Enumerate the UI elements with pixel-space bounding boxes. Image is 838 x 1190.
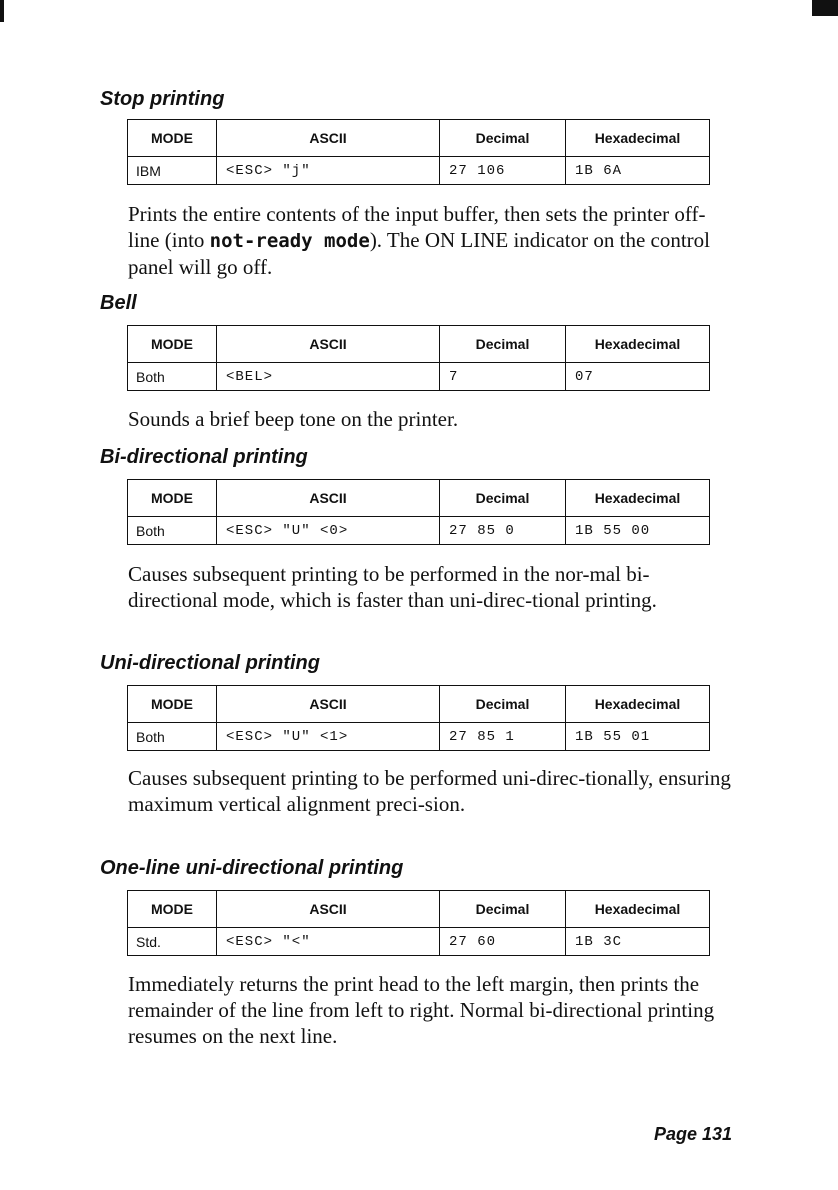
header-hexadecimal: Hexadecimal [566,120,710,157]
section-title-stop-printing: Stop printing [100,88,225,110]
page-number: Page 131 [653,1124,732,1144]
cell-decimal: 27 106 [440,157,566,185]
header-hexadecimal: Hexadecimal [566,480,710,517]
header-hexadecimal: Hexadecimal [566,326,710,363]
cell-mode: IBM [128,157,217,185]
header-mode: MODE [128,120,217,157]
command-table-stop-printing [127,119,710,185]
cell-decimal: 27 85 1 [440,723,566,751]
command-table-one-line-uni-directional-printing [127,890,710,956]
section-description-stop-printing [128,201,733,280]
section-description-uni-directional-printing: Causes subsequent printing to be performed uni-direc-tionally, ensuring maximum vertical alignment preci-sion. [128,766,731,816]
header-mode: MODE [128,686,217,723]
scan-edge-mark-left [0,0,4,22]
table-row [128,157,710,185]
scan-edge-mark-right [812,0,838,16]
cell-ascii: <ESC> "U" <0> [217,517,440,545]
description-emphasis: not-ready mode [209,230,370,252]
table-row [128,363,710,391]
cell-decimal: 27 85 0 [440,517,566,545]
table-header-row [128,891,710,928]
cell-mode: Both [128,517,217,545]
cell-mode: Both [128,723,217,751]
cell-ascii: <ESC> "j" [217,157,440,185]
description-text: Prints the entire contents of the input buffer, then sets the printer off-line (into [128,202,706,252]
table-header-row [128,480,710,517]
description-text: ). The ON LINE indicator on the control panel will go off. [128,228,710,279]
header-ascii: ASCII [217,686,440,723]
cell-mode: Both [128,363,217,391]
header-hexadecimal: Hexadecimal [566,686,710,723]
cell-ascii: <ESC> "U" <1> [217,723,440,751]
header-ascii: ASCII [217,480,440,517]
cell-hexadecimal: 1B 3C [566,928,710,956]
section-description-bell: Sounds a brief beep tone on the printer. [128,407,459,431]
header-mode: MODE [128,326,217,363]
section-title-bell: Bell [100,292,137,314]
command-table-uni-directional-printing [127,685,710,751]
header-decimal: Decimal [440,891,566,928]
cell-hexadecimal: 1B 55 00 [566,517,710,545]
header-hexadecimal: Hexadecimal [566,891,710,928]
header-ascii: ASCII [217,326,440,363]
header-mode: MODE [128,891,217,928]
section-description-bi-directional-printing: Causes subsequent printing to be performed in the nor-mal bi-directional mode, which is faster than uni-direc-tional printing. [128,562,657,612]
cell-hexadecimal: 1B 6A [566,157,710,185]
cell-ascii: <BEL> [217,363,440,391]
command-table-bell [127,325,710,391]
cell-decimal: 27 60 [440,928,566,956]
header-decimal: Decimal [440,120,566,157]
table-row [128,928,710,956]
section-title-bi-directional-printing: Bi-directional printing [100,446,308,468]
header-decimal: Decimal [440,686,566,723]
header-decimal: Decimal [440,326,566,363]
cell-decimal: 7 [440,363,566,391]
table-row [128,723,710,751]
header-ascii: ASCII [217,891,440,928]
command-table-bi-directional-printing [127,479,710,545]
section-title-one-line-uni-directional-printing: One-line uni-directional printing [100,857,404,879]
cell-mode: Std. [128,928,217,956]
table-header-row [128,120,710,157]
cell-ascii: <ESC> "<" [217,928,440,956]
cell-hexadecimal: 07 [566,363,710,391]
cell-hexadecimal: 1B 55 01 [566,723,710,751]
header-ascii: ASCII [217,120,440,157]
table-header-row [128,326,710,363]
header-decimal: Decimal [440,480,566,517]
table-header-row [128,686,710,723]
section-title-uni-directional-printing: Uni-directional printing [100,652,320,674]
header-mode: MODE [128,480,217,517]
section-description-one-line-uni-directional-printing: Immediately returns the print head to the left margin, then prints the remainder of the line from left to right. Normal bi-directional printing resumes on the next line. [128,972,715,1048]
table-row [128,517,710,545]
